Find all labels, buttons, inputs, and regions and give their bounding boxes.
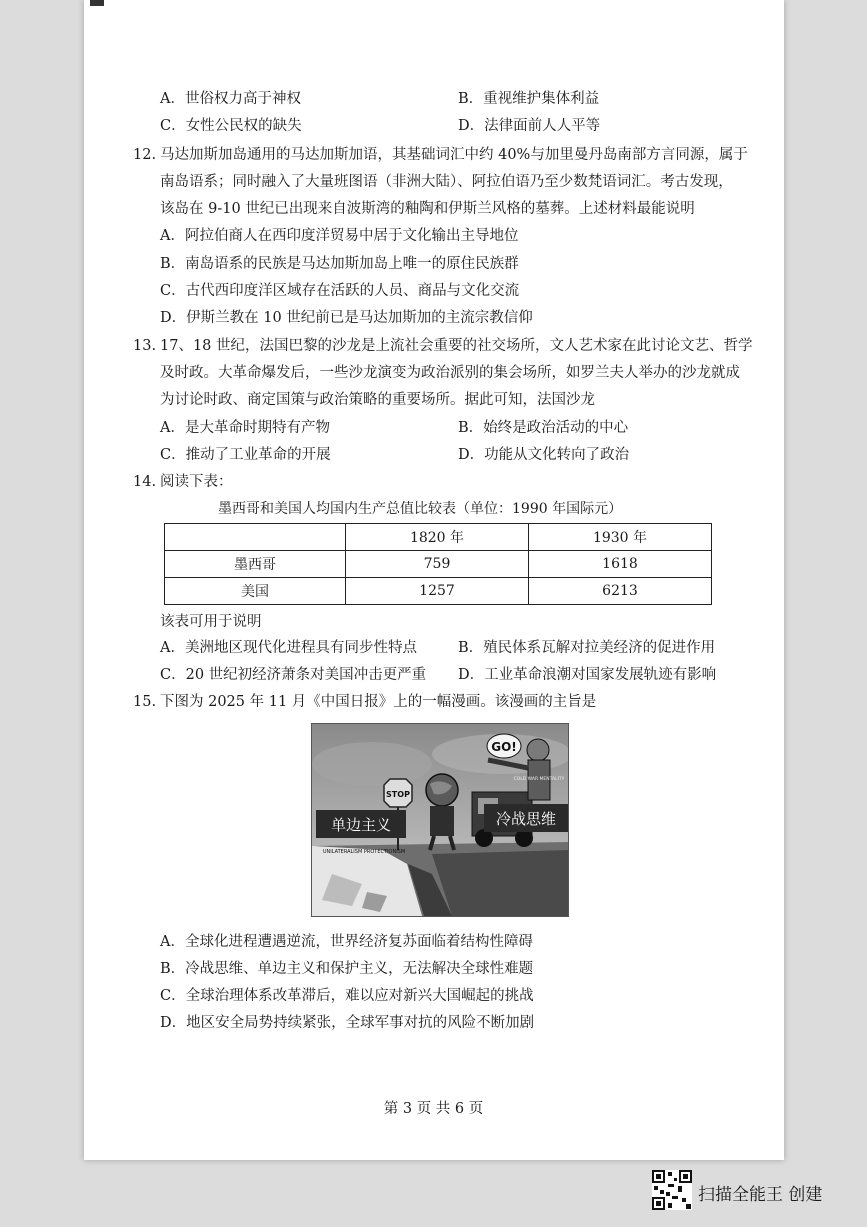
- table-cell: 墨西哥: [165, 551, 346, 578]
- q13-stem-line: 及时政。大革命爆发后，一些沙龙演变为政治派别的集会场所，如罗兰夫人举办的沙龙就成: [160, 365, 740, 381]
- table-cell: 6213: [529, 578, 712, 605]
- cliff-edge-label: UNILATERALISM PROTECTIONISM: [322, 849, 406, 855]
- q12-option-c: C．古代西印度洋区域存在活跃的人员、商品与文化交流: [160, 283, 520, 299]
- gdp-table: [164, 523, 712, 605]
- q11-option-c: C．女性公民权的缺失: [160, 118, 302, 134]
- q14-option-a: A．美洲地区现代化进程具有同步性特点: [160, 640, 417, 656]
- political-cartoon: [311, 723, 569, 917]
- stop-sign-text: STOP: [386, 790, 410, 799]
- page-footer: 第 3 页 共 6 页: [383, 1101, 484, 1117]
- cold-war-sign: 冷战思维: [495, 810, 557, 828]
- q13-option-d: D．功能从文化转向了政治: [458, 447, 630, 463]
- table-header-cell: 1930 年: [529, 524, 712, 551]
- q13-option-a: A．是大革命时期特有产物: [160, 420, 330, 436]
- speech-bubble-text: GO!: [491, 740, 517, 754]
- q15-stem: 下图为 2025 年 11 月《中国日报》上的一幅漫画。该漫画的主旨是: [160, 694, 597, 710]
- table-cell: 1618: [529, 551, 712, 578]
- q12-stem-line: 马达加斯加岛通用的马达加斯加语，其基础词汇中约 40%与加里曼丹岛南部方言同源，属于: [160, 147, 748, 163]
- q14-intro: 阅读下表：: [160, 474, 233, 490]
- q12-option-a: A．阿拉伯商人在西印度洋贸易中居于文化输出主导地位: [160, 228, 519, 244]
- table-cell: 美国: [165, 578, 346, 605]
- q12-number: 12.: [133, 147, 157, 163]
- q13-stem-line: 为讨论时政、商定国策与政治策略的重要场所。据此可知，法国沙龙: [160, 392, 595, 408]
- q12-option-d: D．伊斯兰教在 10 世纪前已是马达加斯加的主流宗教信仰: [160, 310, 533, 326]
- table-header-row: [165, 524, 712, 551]
- q14-after: 该表可用于说明: [160, 614, 262, 630]
- q14-option-d: D．工业革命浪潮对国家发展轨迹有影响: [458, 667, 717, 683]
- q11-option-b: B．重视维护集体利益: [458, 91, 600, 107]
- q12-stem-line: 南岛语系；同时融入了大量班图语（非洲大陆）、阿拉伯语乃至少数梵语词汇。考古发现，: [160, 174, 733, 190]
- table-title: 墨西哥和美国人均国内生产总值比较表（单位：1990 年国际元）: [218, 501, 623, 517]
- q13-stem-line: 17、18 世纪，法国巴黎的沙龙是上流社会重要的社交场所，文人艺术家在此讨论文艺、哲学: [160, 338, 753, 354]
- table-cell: 1257: [346, 578, 529, 605]
- q14-option-c: C．20 世纪初经济萧条对美国冲击更严重: [160, 667, 427, 683]
- q15-option-a: A．全球化进程遭遇逆流，世界经济复苏面临着结构性障碍: [160, 934, 533, 950]
- qr-code-icon: [652, 1170, 692, 1210]
- q15-option-d: D．地区安全局势持续紧张，全球军事对抗的风险不断加剧: [160, 1015, 535, 1031]
- table-header-cell: 1820 年: [346, 524, 529, 551]
- q11-option-d: D．法律面前人人平等: [458, 118, 601, 134]
- table-header-cell: [165, 524, 346, 551]
- q15-option-b: B．冷战思维、单边主义和保护主义，无法解决全球性难题: [160, 961, 534, 977]
- q11-option-a: A．世俗权力高于神权: [160, 91, 301, 107]
- scanner-watermark: 扫描全能王 创建: [698, 1185, 823, 1205]
- q15-option-c: C．全球治理体系改革滞后，难以应对新兴大国崛起的挑战: [160, 988, 534, 1004]
- q13-option-b: B．始终是政治活动的中心: [458, 420, 629, 436]
- truck-label: COLD WAR MENTALITY: [513, 777, 565, 782]
- q12-stem-line: 该岛在 9-10 世纪已出现来自波斯湾的釉陶和伊斯兰风格的墓葬。上述材料最能说明: [160, 201, 695, 217]
- cartoon-illustration: [312, 724, 568, 916]
- scan-mark: [90, 0, 104, 6]
- q13-option-c: C．推动了工业革命的开展: [160, 447, 331, 463]
- table-cell: 759: [346, 551, 529, 578]
- table-row: [165, 551, 712, 578]
- q14-option-b: B．殖民体系瓦解对拉美经济的促进作用: [458, 640, 716, 656]
- unilateralism-sign: 单边主义: [330, 816, 392, 834]
- q14-number: 14.: [133, 474, 157, 490]
- q12-option-b: B．南岛语系的民族是马达加斯加岛上唯一的原住民族群: [160, 256, 519, 272]
- q13-number: 13.: [133, 338, 157, 354]
- q15-number: 15.: [133, 694, 157, 710]
- table-row: [165, 578, 712, 605]
